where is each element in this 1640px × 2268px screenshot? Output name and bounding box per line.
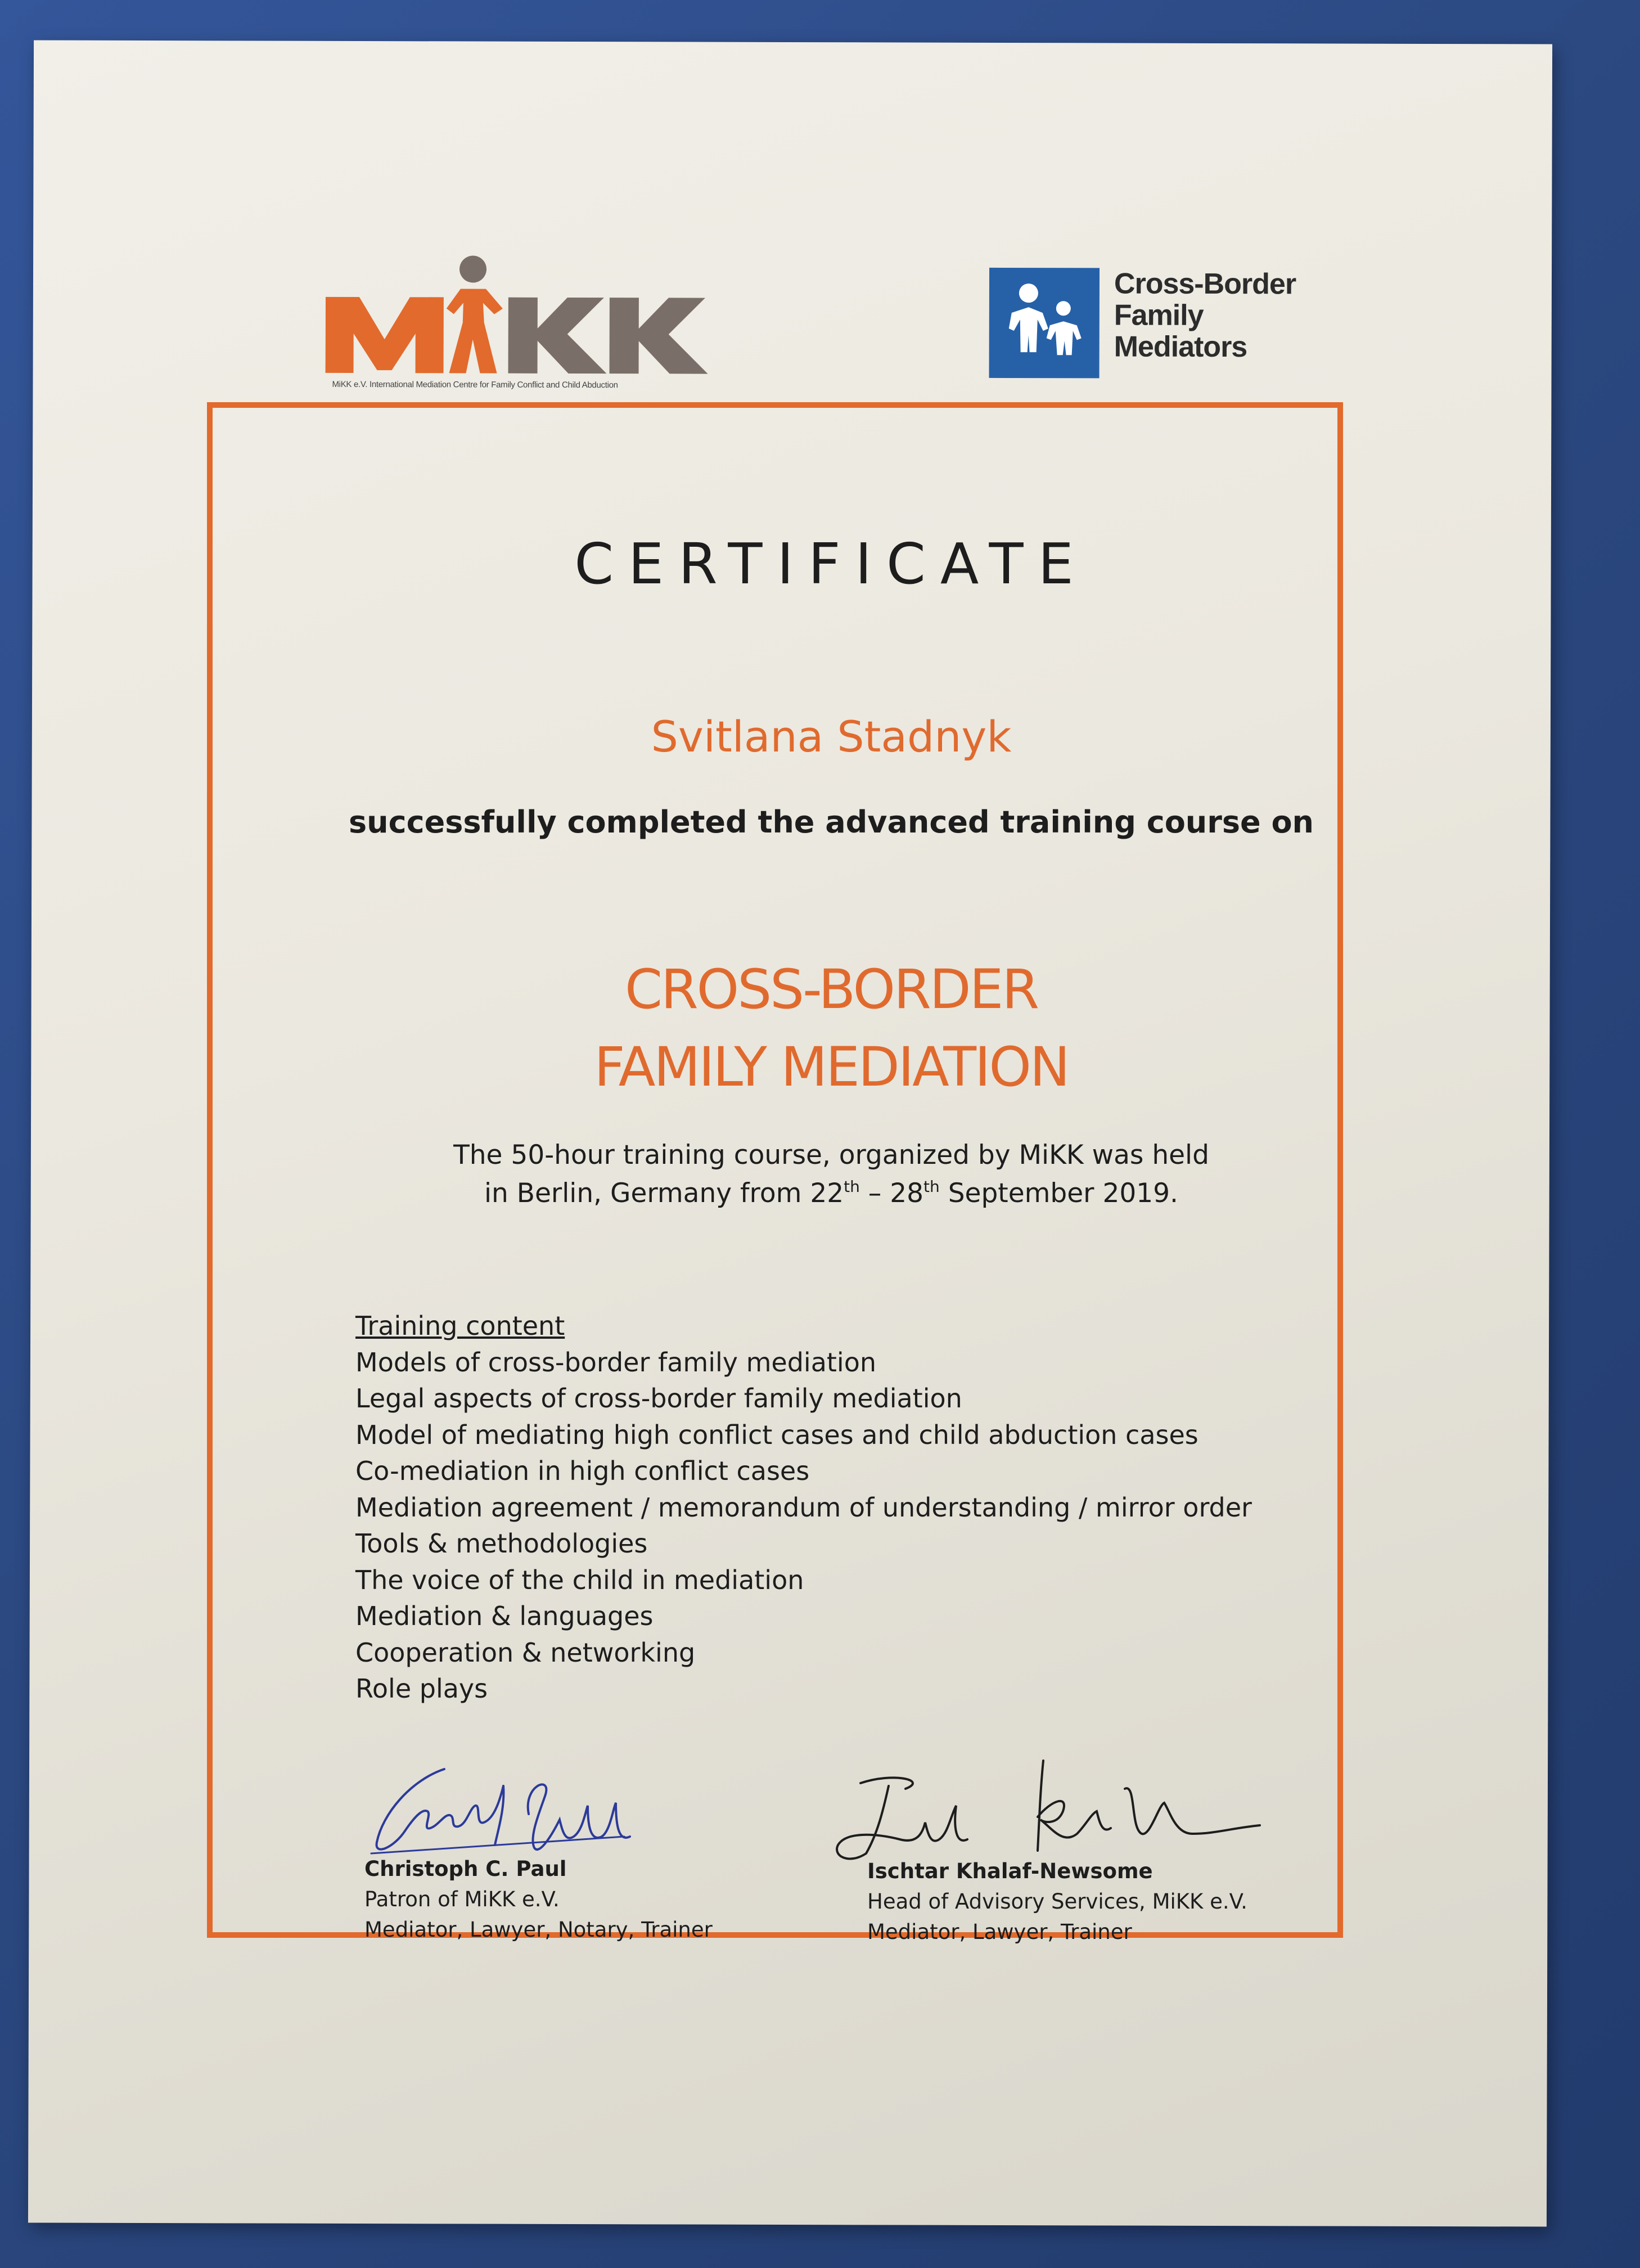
list-item: Cooperation & networking — [355, 1637, 696, 1668]
list-item: Models of cross-border family mediation — [355, 1347, 876, 1378]
signatory-name: Ischtar Khalaf-Newsome — [867, 1859, 1153, 1883]
signatory-role: Mediator, Lawyer, Notary, Trainer — [364, 1918, 713, 1942]
certificate-title: CERTIFICATE — [574, 531, 1088, 597]
cbfm-logo — [989, 268, 1355, 393]
course-details-line-2 — [22, 1174, 1640, 1213]
course-details — [0, 1136, 1640, 1213]
signature-ischtar-khalaf-newsome — [827, 1749, 1265, 1868]
course-title-line-1: CROSS-BORDER — [624, 958, 1038, 1021]
list-item: Mediation agreement / memorandum of understanding / mirror order — [355, 1492, 1252, 1523]
signatory-role: Mediator, Lawyer, Trainer — [867, 1920, 1132, 1944]
two-people-icon — [989, 268, 1100, 379]
signature-christoph-paul — [360, 1752, 675, 1865]
list-item: Tools & methodologies — [355, 1528, 648, 1559]
cbfm-wordmark — [1114, 268, 1296, 363]
mikk-logo — [325, 255, 731, 425]
recipient-name: Svitlana Stadnyk — [651, 712, 1012, 762]
list-item: Co-mediation in high conflict cases — [355, 1456, 810, 1486]
details-date-part-2: – 28 — [859, 1178, 924, 1209]
list-item: Model of mediating high conflict cases and child abduction cases — [355, 1419, 1199, 1450]
mikk-figure-body — [447, 289, 503, 373]
details-sup-1: th — [844, 1177, 860, 1196]
course-details-line-1: The 50-hour training course, organized by MiKK was held — [453, 1140, 1209, 1171]
course-title — [0, 951, 1640, 1106]
cbfm-line-2: Family — [1114, 299, 1204, 332]
mikk-tagline: MiKK e.V. International Mediation Centre for Family Conflict and Child Abduction — [332, 379, 618, 390]
details-sup-2: th — [923, 1177, 940, 1196]
signatory-role: Head of Advisory Services, MiKK e.V. — [867, 1889, 1247, 1914]
details-date-part-3: September 2019. — [939, 1178, 1178, 1209]
cbfm-line-3: Mediators — [1114, 330, 1247, 364]
list-item: The voice of the child in mediation — [355, 1564, 804, 1595]
list-item: Legal aspects of cross-border family mediation — [355, 1383, 962, 1414]
mikk-letter-m — [326, 297, 444, 374]
signatory-left — [364, 1854, 713, 1945]
signatory-name: Christoph C. Paul — [364, 1857, 567, 1881]
mikk-figure-head — [459, 255, 486, 282]
mikk-letter-k1 — [508, 298, 607, 374]
cbfm-icon-box — [989, 268, 1100, 379]
list-item: Mediation & languages — [355, 1601, 654, 1631]
completion-statement: successfully completed the advanced training course on — [348, 804, 1314, 840]
mikk-logo-graphic — [325, 255, 731, 425]
training-content-list — [355, 1308, 1252, 1707]
details-date-part-1: in Berlin, Germany from 22 — [484, 1178, 844, 1209]
cbfm-line-1: Cross-Border — [1114, 267, 1296, 301]
list-item: Role plays — [355, 1673, 488, 1704]
course-title-line-2: FAMILY MEDIATION — [594, 1036, 1069, 1099]
training-content-heading: Training content — [355, 1311, 565, 1341]
mikk-letter-k2 — [610, 298, 708, 374]
signatory-right — [867, 1856, 1247, 1947]
signatory-role: Patron of MiKK e.V. — [364, 1887, 560, 1911]
